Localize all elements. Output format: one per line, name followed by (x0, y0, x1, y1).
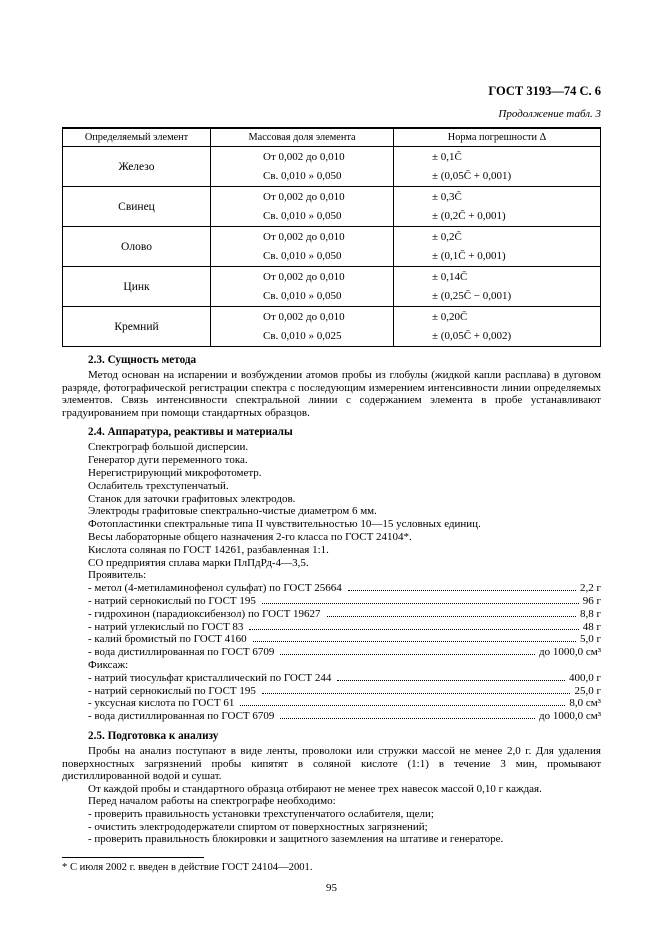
table-row (63, 147, 601, 167)
fraction-range: От 0,002 до 0,010 (211, 267, 394, 287)
fraction-range: Св. 0,010 » 0,025 (211, 327, 394, 347)
error-norm: ± 0,2C̄ (394, 227, 601, 247)
fraction-range: Св. 0,010 » 0,050 (211, 207, 394, 227)
reagent-name: - гидрохинон (парадиоксибензол) по ГОСТ 19627 (88, 607, 321, 620)
footnote-text: * С июля 2002 г. введен в действие ГОСТ 24104—2001. (62, 862, 313, 873)
fraction-range: Св. 0,010 » 0,050 (211, 167, 394, 187)
fraction-range: От 0,002 до 0,010 (211, 227, 394, 247)
section-2-5-paragraph: Перед началом работы на спектрографе необходимо: (88, 795, 336, 808)
checklist-item: - проверить правильность блокировки и защитного заземления на штативе и генераторе. (88, 833, 504, 846)
dot-leader (262, 603, 579, 604)
table-row (63, 307, 601, 327)
dot-leader (280, 718, 535, 719)
dot-leader (337, 680, 565, 681)
error-norm: ± 0,14C̄ (394, 267, 601, 287)
fraction-range: Св. 0,010 » 0,050 (211, 247, 394, 267)
dot-leader (240, 705, 565, 706)
checklist-item: - очистить электрододержатели спиртом от поверхностных загрязнений; (88, 820, 428, 833)
equipment-item: Генератор дуги переменного тока. (88, 454, 248, 467)
reagent-amount: 400,0 г (568, 671, 601, 684)
error-norm: ± 0,1C̄ (394, 147, 601, 167)
section-2-4-title: 2.4. Аппаратура, реактивы и материалы (88, 426, 293, 439)
footnote-divider (62, 857, 204, 858)
reagent-line (88, 646, 601, 659)
equipment-item: СО предприятия сплава марки ПлПдРд-4—3,5. (88, 556, 309, 569)
reagent-line (88, 685, 601, 698)
reagent-amount: 25,0 г (574, 684, 601, 697)
section-2-5-paragraph: От каждой пробы и стандартного образца отбирают не менее трех навесок массой 0,10 г каждая. (88, 782, 542, 795)
dot-leader (249, 629, 578, 630)
column-header-fraction: Массовая доля элемента (211, 128, 394, 147)
page-footer (62, 857, 601, 894)
reagent-name: - натрий тиосульфат кристаллический по ГОСТ 244 (88, 671, 332, 684)
equipment-item: Кислота соляная по ГОСТ 14261, разбавленная 1:1. (88, 543, 329, 556)
reagent-amount: 48 г (582, 620, 601, 633)
element-name: Кремний (63, 307, 211, 347)
table-row (63, 187, 601, 207)
reagent-line (88, 608, 601, 621)
reagent-amount: 5,0 г (579, 633, 601, 646)
developer-label: Проявитель: (88, 569, 147, 582)
error-norm: ± 0,3C̄ (394, 187, 601, 207)
error-norm: ± 0,20C̄ (394, 307, 601, 327)
fraction-range: От 0,002 до 0,010 (211, 187, 394, 207)
reagent-line (88, 595, 601, 608)
reagent-name: - метол (4-метиламинофенол сульфат) по ГОСТ 25664 (88, 582, 342, 595)
equipment-item: Ослабитель трехступенчатый. (88, 479, 229, 492)
equipment-item: Электроды графитовые спектрально-чистые диаметром 6 мм. (88, 505, 377, 518)
reagent-amount: до 1000,0 см³ (539, 646, 601, 659)
document-header: ГОСТ 3193—74 С. 6 (488, 84, 601, 98)
table-row (63, 267, 601, 287)
table-header-row (63, 128, 601, 147)
element-name: Свинец (63, 187, 211, 227)
dot-leader (280, 654, 535, 655)
reagent-name: - вода дистиллированная по ГОСТ 6709 (88, 646, 275, 659)
table-continuation-label: Продолжение табл. 3 (498, 108, 601, 120)
fraction-range: От 0,002 до 0,010 (211, 147, 394, 167)
element-name: Олово (63, 227, 211, 267)
column-header-norm: Норма погрешности Δ (394, 128, 601, 147)
error-norm: ± (0,2C̄ + 0,001) (394, 207, 601, 227)
element-name: Железо (63, 147, 211, 187)
section-2-3-title: 2.3. Сущность метода (88, 354, 197, 366)
equipment-item: Весы лабораторные общего назначения 2-го класса по ГОСТ 24104*. (88, 530, 412, 543)
section-2-5-paragraph: Пробы на анализ поступают в виде ленты, проволоки или стружки массой не менее 2,0 г. Для удаления поверхностных загрязнений пробы кипятят в соляной кислоте (1:1) в течение 3 мин, промывают дистиллированной водой и сушат. (62, 744, 601, 783)
dot-leader (327, 616, 576, 617)
reagent-line (88, 697, 601, 710)
equipment-item: Нерегистрирующий микрофотометр. (88, 466, 262, 479)
reagent-line (88, 582, 601, 595)
reagent-amount: 2,2 г (579, 582, 601, 595)
page-content (62, 84, 601, 846)
section-2-5-title: 2.5. Подготовка к анализу (88, 729, 219, 742)
section-2-3-paragraph: Метод основан на испарении и возбуждении атомов пробы из глобулы (жидкой капли расплава) в дуговом разряде, фотографической регистрации спектра с последующим измерением интенсивности линии определяемых элементов. Связь интенсивности спектральной линии с содержанием элемента в пробе устанавливают градуированием при помощи стандартных образцов. (62, 369, 601, 419)
page-number: 95 (326, 882, 337, 894)
dot-leader (262, 693, 571, 694)
reagent-amount: 8,0 см³ (569, 697, 601, 710)
column-header-element: Определяемый элемент (63, 128, 211, 147)
dot-leader (253, 641, 576, 642)
reagent-name: - вода дистиллированная по ГОСТ 6709 (88, 710, 275, 723)
reagent-line (88, 710, 601, 723)
reagent-name: - натрий сернокислый по ГОСТ 195 (88, 684, 256, 697)
element-name: Цинк (63, 267, 211, 307)
tolerance-table (62, 127, 601, 347)
reagent-line (88, 621, 601, 634)
reagent-name: - натрий углекислый по ГОСТ 83 (88, 620, 244, 633)
fraction-range: От 0,002 до 0,010 (211, 307, 394, 327)
reagent-amount: 96 г (582, 594, 601, 607)
reagent-amount: 8,8 г (579, 607, 601, 620)
fixer-label: Фиксаж: (88, 658, 129, 671)
reagent-name: - натрий сернокислый по ГОСТ 195 (88, 594, 256, 607)
reagent-line (88, 633, 601, 646)
dot-leader (348, 590, 576, 591)
reagent-name: - калий бромистый по ГОСТ 4160 (88, 633, 247, 646)
table-row (63, 227, 601, 247)
equipment-item: Спектрограф большой дисперсии. (88, 441, 249, 454)
error-norm: ± (0,25C̄ − 0,001) (394, 287, 601, 307)
equipment-item: Станок для заточки графитовых электродов. (88, 492, 296, 505)
error-norm: ± (0,05C̄ + 0,002) (394, 327, 601, 347)
fraction-range: Св. 0,010 » 0,050 (211, 287, 394, 307)
reagent-line (88, 672, 601, 685)
equipment-item: Фотопластинки спектральные типа II чувствительностью 10—15 условных единиц. (88, 518, 481, 531)
error-norm: ± (0,05C̄ + 0,001) (394, 167, 601, 187)
error-norm: ± (0,1C̄ + 0,001) (394, 247, 601, 267)
checklist-item: - проверить правильность установки трехступенчатого ослабителя, щели; (88, 807, 434, 820)
reagent-amount: до 1000,0 см³ (539, 710, 601, 723)
reagent-name: - уксусная кислота по ГОСТ 61 (88, 697, 235, 710)
